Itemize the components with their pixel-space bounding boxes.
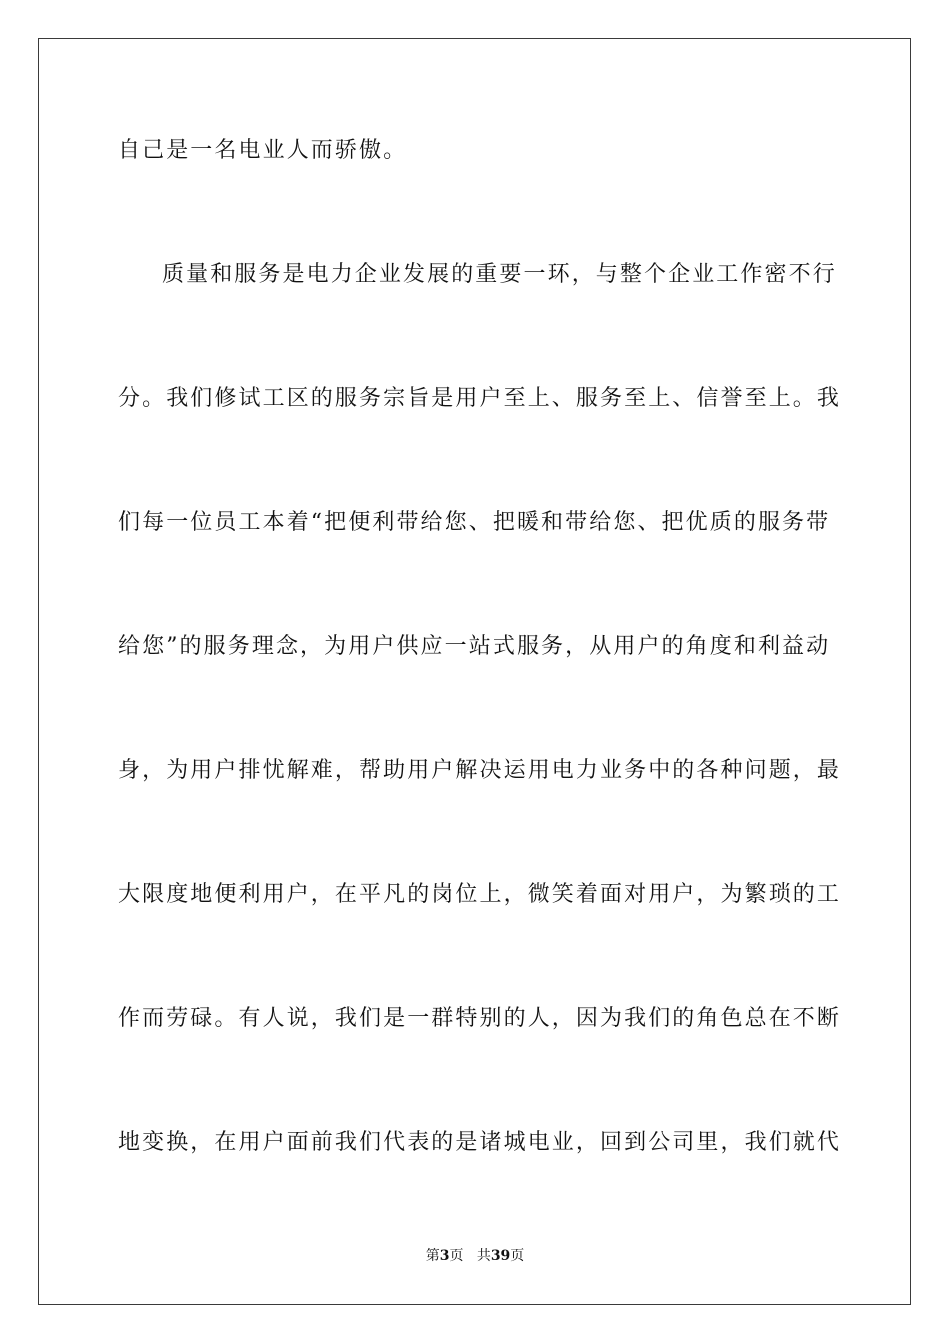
text-line-1: 自己是一名电业人而骄傲。 <box>118 138 408 163</box>
page-border <box>38 38 911 1305</box>
page-prefix: 第 <box>425 1248 440 1264</box>
text-line-3: 分。我们修试工区的服务宗旨是用户至上、服务至上、信誉至上。我 <box>118 386 842 411</box>
page-suffix: 页 <box>449 1248 464 1264</box>
page-number: 3 <box>439 1248 450 1264</box>
text-line-2: 质量和服务是电力企业发展的重要一环，与整个企业工作密不行 <box>162 262 837 287</box>
page-footer <box>0 1247 950 1265</box>
total-pages: 39 <box>490 1248 511 1264</box>
total-prefix: 共 <box>476 1248 491 1264</box>
total-suffix: 页 <box>510 1248 525 1264</box>
text-line-7: 大限度地便利用户，在平凡的岗位上，微笑着面对用户，为繁琐的工 <box>118 882 842 907</box>
text-line-9: 地变换，在用户面前我们代表的是诸城电业，回到公司里，我们就代 <box>118 1130 842 1155</box>
text-line-6: 身，为用户排忧解难，帮助用户解决运用电力业务中的各种问题，最 <box>118 758 842 783</box>
text-line-4: 们每一位员工本着“把便利带给您、把暖和带给您、把优质的服务带 <box>118 510 831 535</box>
text-line-8: 作而劳碌。有人说，我们是一群特别的人，因为我们的角色总在不断 <box>118 1006 842 1031</box>
text-line-5: 给您”的服务理念，为用户供应一站式服务，从用户的角度和利益动 <box>118 634 831 659</box>
